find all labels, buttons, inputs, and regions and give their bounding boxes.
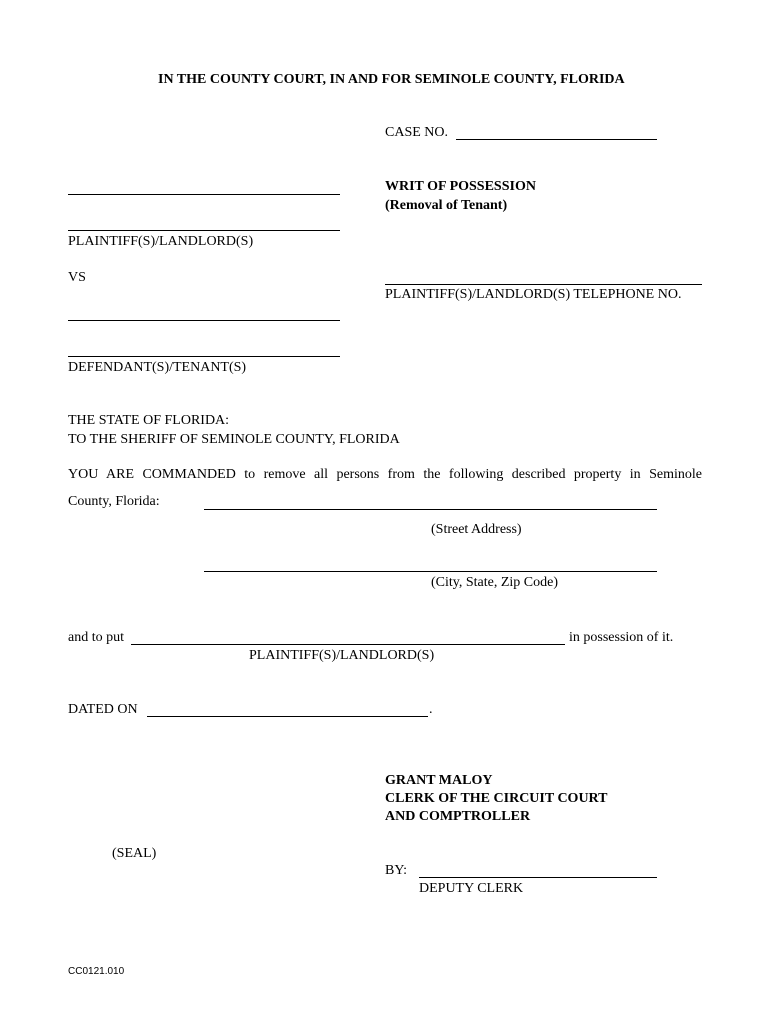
case-no-label: CASE NO. (385, 125, 449, 140)
writ-subtitle: (Removal of Tenant) (385, 198, 508, 213)
by-label: BY: (385, 863, 408, 878)
clerk-title-2: AND COMPTROLLER (385, 809, 531, 824)
possession-suffix: in possession of it. (569, 630, 674, 645)
writ-title: WRIT OF POSSESSION (385, 179, 536, 194)
clerk-title-1: CLERK OF THE CIRCUIT COURT (385, 791, 608, 806)
state-line: THE STATE OF FLORIDA: (68, 413, 230, 428)
possession-caption: PLAINTIFF(S)/LANDLORD(S) (249, 648, 435, 663)
plaintiff-label: PLAINTIFF(S)/LANDLORD(S) (68, 234, 254, 249)
plaintiff-line-2[interactable] (68, 230, 340, 231)
sheriff-line: TO THE SHERIFF OF SEMINOLE COUNTY, FLORIDA (68, 432, 400, 447)
defendant-line-2[interactable] (68, 356, 340, 357)
possession-plaintiff-field[interactable] (131, 644, 565, 645)
possession-prefix: and to put (68, 630, 124, 645)
plaintiff-line-1[interactable] (68, 194, 340, 195)
case-no-field[interactable] (456, 139, 657, 140)
street-address-field[interactable] (204, 509, 657, 510)
city-state-zip-caption: (City, State, Zip Code) (431, 575, 559, 590)
command-sentence: YOU ARE COMMANDED to remove all persons from the following described property in Seminole (68, 467, 702, 482)
city-state-zip-field[interactable] (204, 571, 657, 572)
county-label: County, Florida: (68, 494, 160, 509)
clerk-name: GRANT MALOY (385, 773, 493, 788)
versus-label: VS (68, 270, 86, 285)
deputy-signature-field[interactable] (419, 877, 657, 878)
plaintiff-phone-field[interactable] (385, 284, 702, 285)
dated-field[interactable] (147, 716, 428, 717)
plaintiff-phone-label: PLAINTIFF(S)/LANDLORD(S) TELEPHONE NO. (385, 287, 682, 302)
defendant-line-1[interactable] (68, 320, 340, 321)
seal-label: (SEAL) (112, 846, 157, 861)
street-address-caption: (Street Address) (431, 522, 522, 537)
defendant-label: DEFENDANT(S)/TENANT(S) (68, 360, 247, 375)
dated-period: . (429, 702, 433, 717)
form-code: CC0121.010 (68, 966, 125, 977)
deputy-clerk-label: DEPUTY CLERK (419, 881, 524, 896)
court-title: IN THE COUNTY COURT, IN AND FOR SEMINOLE COUNTY, FLORIDA (158, 72, 625, 87)
dated-label: DATED ON (68, 702, 138, 717)
